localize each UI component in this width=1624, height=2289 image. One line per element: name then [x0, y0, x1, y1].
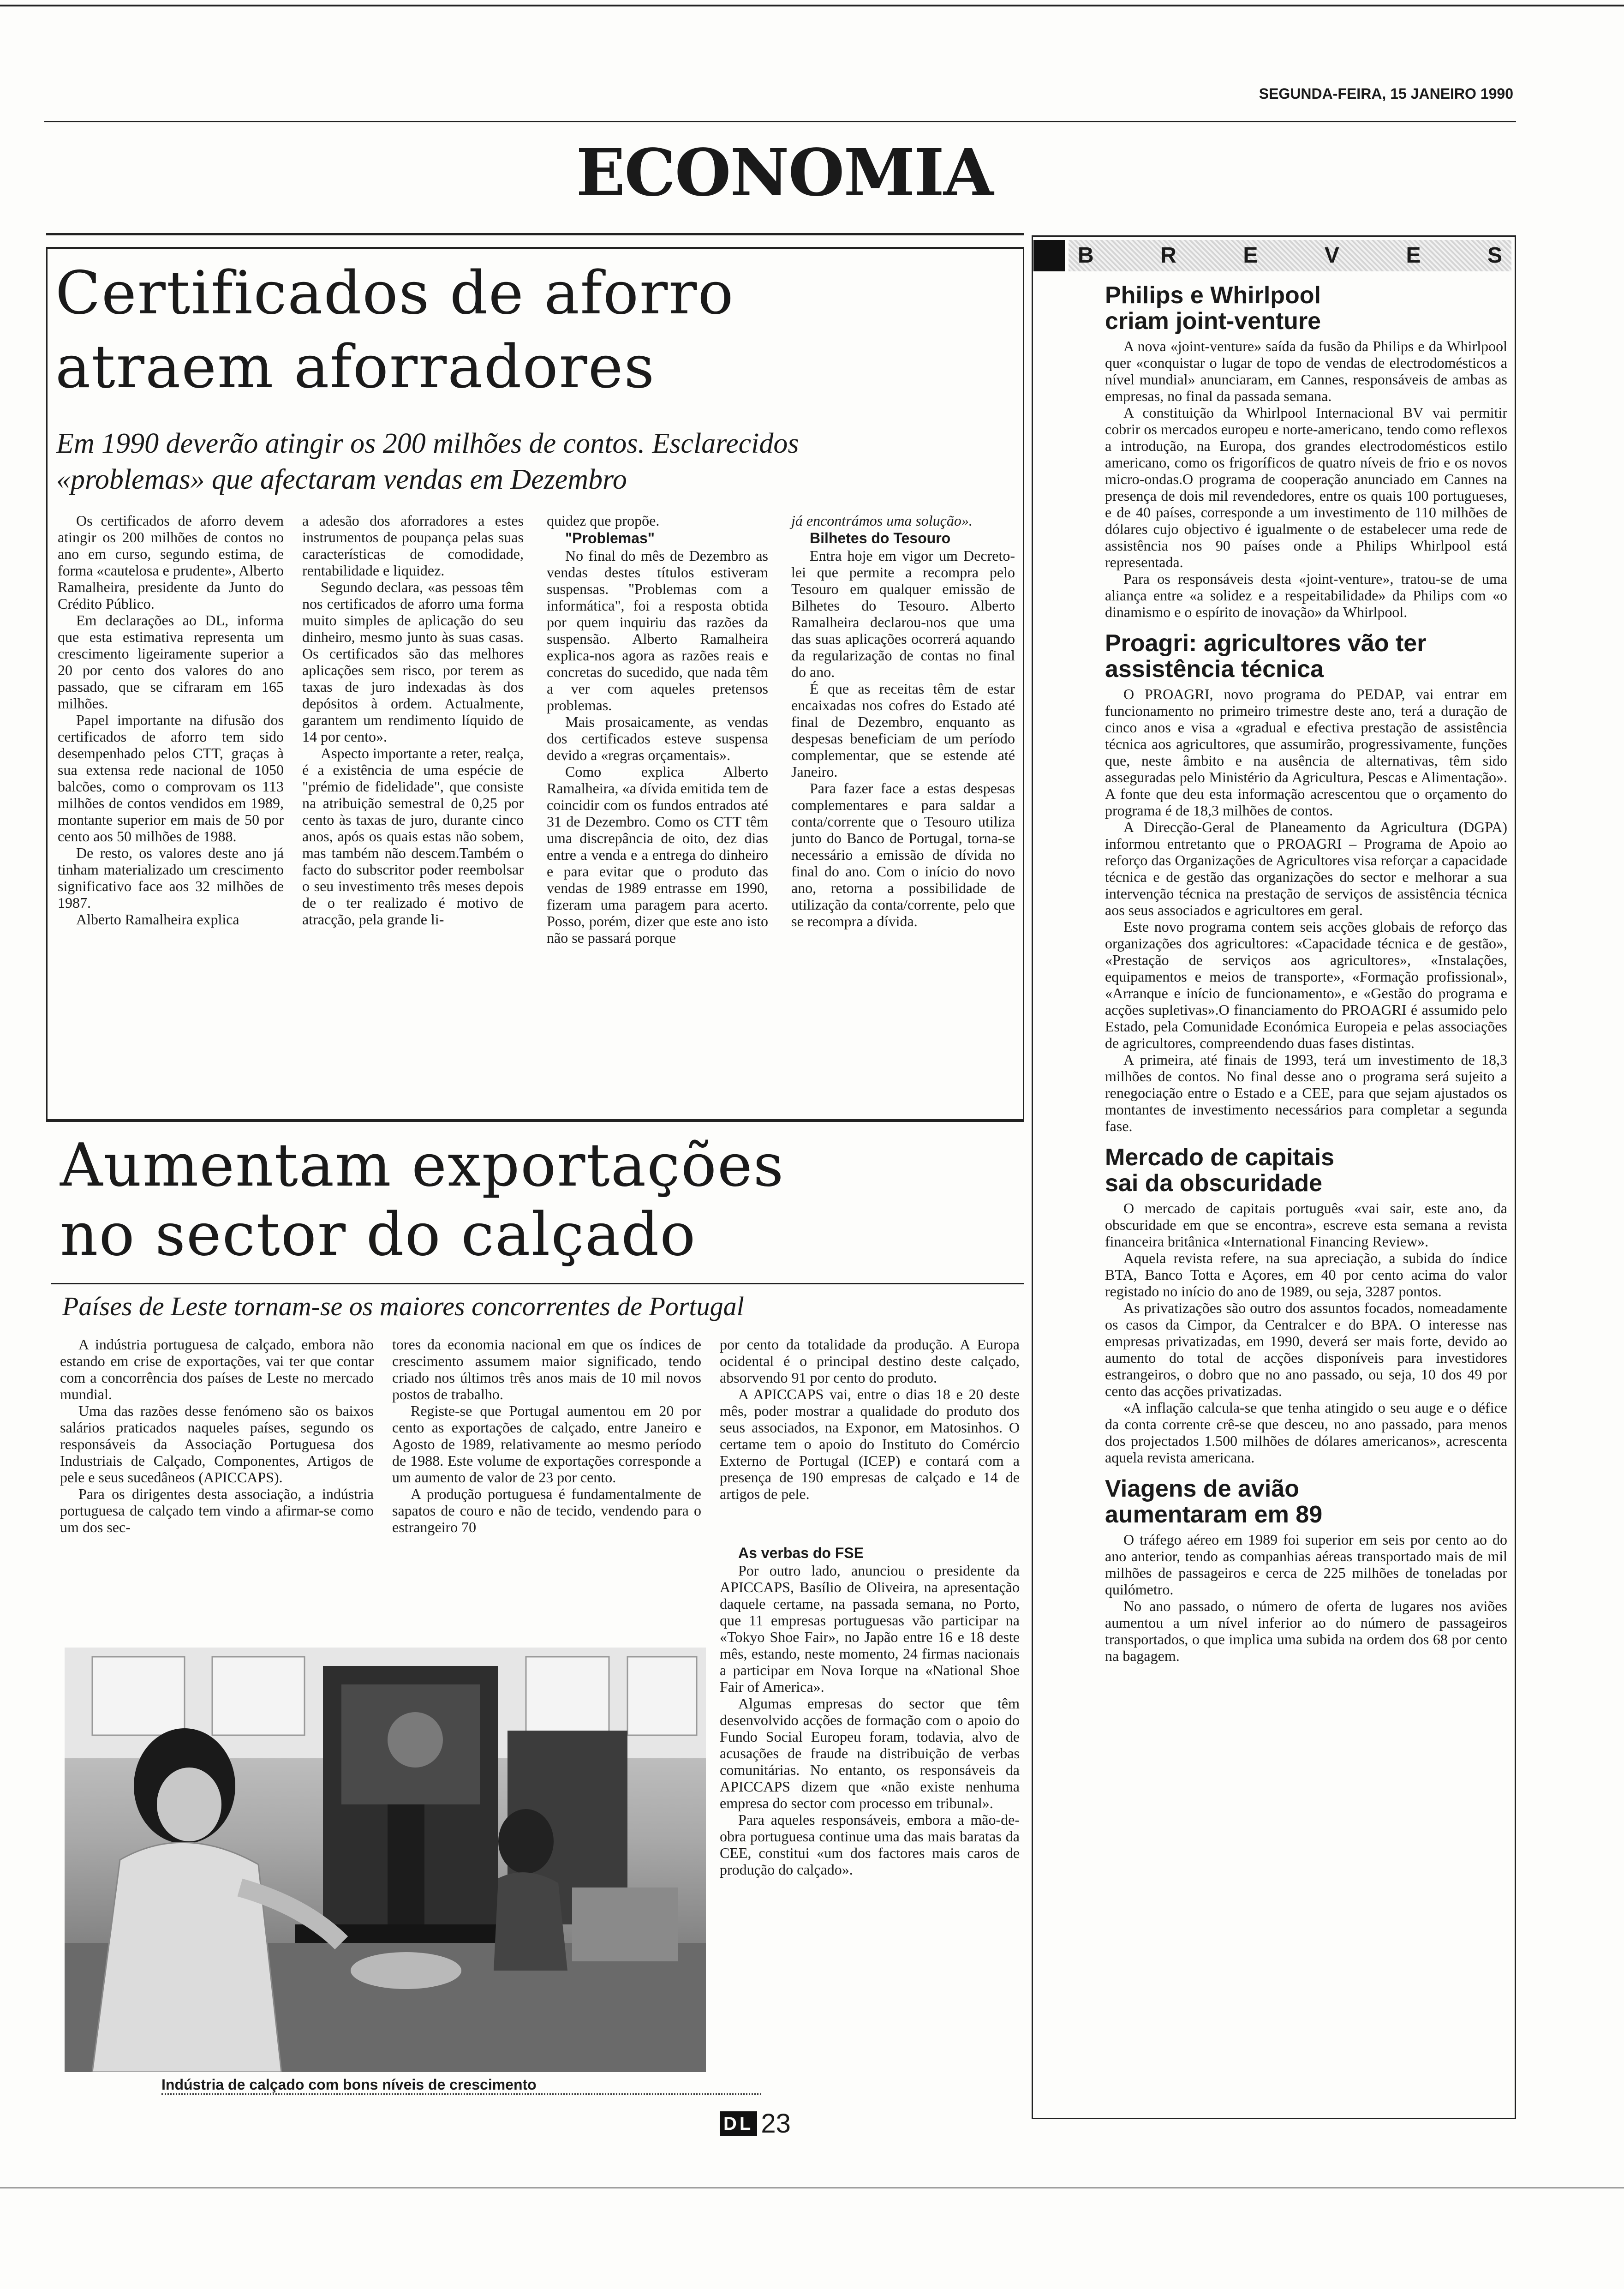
article1-title-line1: Certificados de aforro	[55, 259, 734, 328]
paragraph: A APICCAPS vai, entre o dias 18 e 20 deste mês, poder mostrar a qualidade do produto dos seus associados, na Exponor, em Matosinhos. O certame tem o apoio do Instituto do Comércio Externo de Portugal (ICEP) e contará com a presença de 190 empresas de calçado e 14 de artigos de pele.	[720, 1386, 1020, 1502]
paragraph: por cento da totalidade da produção. A Europa ocidental é o principal destino deste calçado, absorvendo 91 por cento do produto.	[720, 1336, 1020, 1386]
subheading-problemas: "Problemas"	[565, 530, 655, 546]
paragraph: Para fazer face a estas despesas complementares e para saldar a conta/corrente que o Tesouro utiliza junto do Banco de Portugal, torna-se necessário a emissão de dívida no final do ano. Com o início do novo ano, retorna a possibilidade de utilização da conta/corrente, pelo que se recompra a dívida.	[791, 780, 1015, 929]
article1-column-4	[791, 512, 1015, 929]
bottom-rule	[0, 2187, 1624, 2188]
top-rule	[0, 5, 1624, 6]
article1-dek-line2: «problemas» que afectaram vendas em Dezembro	[56, 464, 627, 495]
breve-viagens	[1105, 1476, 1507, 1664]
paragraph: tores da economia nacional em que os índices de crescimento assumem maior significado, tendo criado nos últimos três anos mais de 10 mil novos postos de trabalho.	[392, 1336, 701, 1402]
dl-logo-icon: DL	[720, 2111, 757, 2136]
paragraph: O mercado de capitais português «vai sair, este ano, da obscuridade em que se encontra», escreve esta semana a revista financeira britânica «International Financing Review».	[1105, 1200, 1507, 1250]
breves-marker	[1033, 240, 1065, 271]
paragraph: A indústria portuguesa de calçado, embora não estando em crise de exportações, vai ter que contar com a concorrência dos países de Leste no mercado mundial.	[60, 1336, 374, 1402]
breve-title-line: sai da obscuridade	[1105, 1170, 1323, 1197]
article2-column-1	[60, 1336, 374, 1535]
article1-column-1	[58, 512, 284, 928]
header-rule	[44, 121, 1516, 122]
paragraph: Uma das razões desse fenómeno são os baixos salários praticados naqueles países, segundo os responsáveis da Associação Portuguesa dos Industriais de Calçado, Componentes, Artigos de pele e seus sucedâneos (APICCAPS).	[60, 1402, 374, 1486]
factory-photo	[65, 1648, 706, 2072]
paragraph: É que as receitas têm de estar encaixadas nos cofres do Estado até final de Dezembro, enquanto as despesas beneficiam de um período complementar, que se estende até Janeiro.	[791, 680, 1015, 780]
paragraph: Segundo declara, «as pessoas têm nos certificados de aforro uma forma muito simples de aplicação do seu dinheiro, mesmo junto às suas casas. Os certificados são das melhores aplicações sem risco, por terem as taxas de juro indexadas às dos depósitos à ordem. Actualmente, garantem um rendimento líquido de 14 por cento».	[302, 579, 524, 745]
page-number: 23	[761, 2109, 791, 2139]
article2-dek: Países de Leste tornam-se os maiores concorrentes de Portugal	[62, 1291, 744, 1321]
paragraph: A constituição da Whirlpool Internacional BV vai permitir cobrir os mercados europeu e norte-americano, tendo como reflexos a introdução, na Europa, dos grandes electrodomésticos estilo americano, como os frigoríficos de quatro níveis de frio e os novos micro-ondas.O programa de cooperação anunciado em Cannes na presença de dois mil revendedores, entre os quais 100 portugueses, e de 40 países, corresponde a um investimento de 110 milhões de dólares cujo objectivo é igualmente o de estabelecer uma rede de assistência nos 90 países onde a Philips Whirlpool está representada.	[1105, 404, 1507, 570]
breve-proagri	[1105, 630, 1507, 1134]
article2-title-line1: Aumentam exportações	[60, 1131, 785, 1200]
paragraph: Mais prosaicamente, as vendas dos certificados esteve suspensa devido a «regras orçamentais».	[547, 713, 768, 763]
paragraph: Papel importante na difusão dos certificados de aforro tem sido desempenhado pelos CTT, graças à sua extensa rede nacional de 1050 balcões, como o comprovam os 113 milhões de contos vendidos em 1989, montante superior em mais de 50 por cento aos 50 milhões de 1988.	[58, 712, 284, 845]
article1-column-2	[302, 512, 524, 928]
paragraph: As privatizações são outro dos assuntos focados, nomeadamente os casos da Cimpor, da Centralcer e do BPA. O interesse nas empresas privatizadas, em 1990, deverá ser mais forte, devido ao aumento do total de acções disponíveis para investidores estrangeiros, o dobro que no ano passado, ou seja, 10 dos 49 por cento das acções privatizadas.	[1105, 1300, 1507, 1399]
subheading-fse: As verbas do FSE	[738, 1545, 864, 1561]
paragraph: No ano passado, o número de oferta de lugares nos aviões aumentou a um nível inferior ao do número de passageiros transportados, o que implica uma subida na ordem dos 68 por cento na bagagem.	[1105, 1598, 1507, 1664]
paragraph: Registe-se que Portugal aumentou em 20 por cento as exportações de calçado, entre Janeiro e Agosto de 1989, relativamente ao mesmo período de 1988. Este volume de exportações corresponde a um aumento de valor de 23 por cento.	[392, 1402, 701, 1486]
paragraph: Para os responsáveis desta «joint-venture», tratou-se de uma aliança entre «a solidez e a respeitabilidade» da Philips com «o dinamismo e o espírito de inovação» da Whirlpool.	[1105, 570, 1507, 620]
paragraph: De resto, os valores deste ano já tinham materializado um crescimento significativo face aos 32 milhões de 1987.	[58, 845, 284, 911]
paragraph: A nova «joint-venture» saída da fusão da Philips e da Whirlpool quer «conquistar o lugar de topo de vendas de electrodomésticos a nível mundial» anunciaram, em Cannes, responsáveis de ambas as empresas, no final da passada semana.	[1105, 338, 1507, 404]
article2-title-line2: no sector do calçado	[60, 1200, 697, 1269]
paragraph: A primeira, até finais de 1993, terá um investimento de 18,3 milhões de contos. No final desse ano o programa será sujeito a renegociação entre o Estado e a CEE, para que sejam ajustados os montantes de investimento necessários para completar a segunda fase.	[1105, 1051, 1507, 1134]
breve-title-line: assistência técnica	[1105, 656, 1324, 683]
breve-title-line: Philips e Whirlpool	[1105, 282, 1321, 309]
breve-title-line: Mercado de capitais	[1105, 1144, 1335, 1171]
breve-title-line: aumentaram em 89	[1105, 1501, 1323, 1528]
article2-top-rule	[46, 1119, 1024, 1122]
breve-title	[1105, 1144, 1507, 1196]
article2-dek-rule	[51, 1283, 1024, 1284]
section-title: ECONOMIA	[576, 135, 993, 211]
paragraph: Por outro lado, anunciou o presidente da APICCAPS, Basílio de Oliveira, na apresentação daquele certame, na passada semana, no Porto, que 11 empresas portuguesas vão participar na «Tokyo Shoe Fair», no Japão entre 16 e 18 deste mês, estando, neste momento, 24 firmas nacionais a participar em Nova Iorque na «National Shoe Fair of America».	[720, 1562, 1020, 1695]
paragraph: Para os dirigentes desta associação, a indústria portuguesa de calçado tem vindo a afirmar-se como um dos sec-	[60, 1486, 374, 1535]
breve-philips	[1105, 282, 1507, 620]
subheading-bilhetes: Bilhetes do Tesouro	[810, 530, 951, 546]
breve-mercado	[1105, 1144, 1507, 1466]
paragraph: Aquela revista refere, na sua apreciação, a subida do índice BTA, Banco Totta e Açores, em 40 por cento acima do valor registado no início do ano de 1989, ou seja, 3287 pontos.	[1105, 1250, 1507, 1300]
section-rule	[46, 233, 1024, 235]
paragraph: Este novo programa contem seis acções globais de reforço das organizações dos agricultores: «Capacidade técnica e de gestão», «Prestação de serviços aos agricultores», «Instalações, equipamentos e meios de transporte», «Formação profissional», «Arranque e início de funcionamento», e «Gestão do programa e acções supletivas».O financiamento do PROAGRI é assumido pelo Estado, pela Comunidade Económica Europeia e pelas associações de agricultores, compreendendo duas fases distintas.	[1105, 918, 1507, 1051]
breve-title	[1105, 282, 1507, 334]
paragraph: quidez que propõe.	[547, 512, 660, 529]
article2-column-2	[392, 1336, 701, 1535]
paragraph: Aspecto importante a reter, realça, é a existência de uma espécie de "prémio de fidelidade", que consiste na atribuição semestral de 0,25 por cento às taxas de juro, durante cinco anos, após os quais estas não sobem, mas também não descem.Também o facto do subscritor poder reembolsar o seu investimento três meses depois de o ter realizado é motivo de atracção, pela grande li-	[302, 745, 524, 928]
breve-title-line: Viagens de avião	[1105, 1475, 1300, 1502]
paragraph: Como explica Alberto Ramalheira, «a dívida emitida tem de coincidir com os fundos entrados até 31 de Dezembro. Como os CTT têm uma discrepância de oito, dez dias entre a venda e a entrega do dinheiro e para evitar que o produto das vendas de 1989 entrasse em 1990, fizeram uma paragem para acerto. Posso, porém, dizer que este ano isto não se passará porque	[547, 763, 768, 946]
paragraph: já encontrámos uma solução».	[791, 512, 973, 529]
paragraph: Os certificados de aforro devem atingir os 200 milhões de contos no ano em curso, segundo estima, de forma «cautelosa e prudente», Alberto Ramalheira, presidente da Junto do Crédito Público.	[58, 512, 284, 612]
paragraph: A Direcção-Geral de Planeamento da Agricultura (DGPA) informou entretanto que o PROAGRI – Programa de Apoio ao reforço das Organizações de Agricultores visa reforçar a capacidade técnica e de gestão das organizações do sector e melhorar a sua intervenção técnica na prestação de serviços de assistência técnica aos seus associados e agricultores em geral.	[1105, 819, 1507, 918]
paragraph: «A inflação calcula-se que tenha atingido o seu auge e o défice da conta corrente crê-se que desceu, no ano passado, para menos dos projectados 1.500 milhões de dólares americanos», acrescenta aquela revista americana.	[1105, 1399, 1507, 1466]
paragraph: O tráfego aéreo em 1989 foi superior em seis por cento ao do ano anterior, tendo as companhias aéreas transportado mais de mil milhões de passageiros e cerca de 225 milhões de toneladas por quilómetro.	[1105, 1531, 1507, 1598]
breve-title	[1105, 1476, 1507, 1528]
paragraph: Para aqueles responsáveis, embora a mão-de-obra portuguesa continue uma das mais baratas da CEE, constitui «um dos factores mais caros de produção do calçado».	[720, 1811, 1020, 1878]
paragraph: a adesão dos aforradores a estes instrumentos de poupança pelas suas características de comodidade, rentabilidade e liquidez.	[302, 512, 524, 579]
factory-photo-illustration	[65, 1648, 706, 2072]
paragraph: A produção portuguesa é fundamentalmente de sapatos de couro e não de tecido, vendendo para o estrangeiro 70	[392, 1486, 701, 1535]
paragraph: Em declarações ao DL, informa que esta estimativa representa um crescimento ligeiramente superior a 20 por cento dos valores do ano passado, que se cifraram em 165 milhões.	[58, 612, 284, 712]
paragraph: O PROAGRI, novo programa do PEDAP, vai entrar em funcionamento no primeiro trimestre deste ano, terá a duração de cinco anos e visa a «gradual e efectiva prestação de assistência técnica aos agricultores, que assumirão, progressivamente, funções que, neste âmbito e na ausência de alternativas, têm sido asseguradas pelo Ministério da Agricultura, Pescas e Alimentação». A fonte que deu esta informação acrescentou que o orçamento do programa é de 18,3 milhões de contos.	[1105, 686, 1507, 819]
breves-column	[1105, 277, 1507, 1664]
paragraph: Algumas empresas do sector que têm desenvolvido acções de formação com o apoio do Fundo Social Europeu foram, todavia, alvo de acusações de fraude na distribuição de verbas comunitárias. No entanto, os responsáveis da APICCAPS dizem que «não existe nenhuma empresa do sector com processo em tribunal».	[720, 1695, 1020, 1811]
breve-title-line: Proagri: agricultores vão ter	[1105, 630, 1427, 657]
breve-title-line: criam joint-venture	[1105, 308, 1321, 335]
breves-label: B R E V E S	[1069, 240, 1511, 271]
article1-column-3	[547, 512, 768, 946]
article2-column-3	[720, 1336, 1020, 1878]
article1-dek-line1: Em 1990 deverão atingir os 200 milhões de contos. Esclarecidos	[56, 428, 799, 459]
paragraph: Entra hoje em vigor um Decreto-lei que permite a recompra pelo Tesouro em qualquer emissão de Bilhetes do Tesouro. Alberto Ramalheira declarou-nos que uma das suas aplicações ocorrerá aquando da regularização de contas no final do ano.	[791, 547, 1015, 680]
paragraph: No final do mês de Dezembro as vendas destes títulos estiveram suspensas. "Problemas com a informática", foi a resposta obtida por quem inquiriu das razões da suspensão. Alberto Ramalheira explica-nos agora as razões reais e concretas do sucedido, que nada têm a ver com aqueles pretensos problemas.	[547, 547, 768, 713]
footer-logo	[720, 2110, 791, 2138]
breve-title	[1105, 630, 1507, 682]
photo-caption: Indústria de calçado com bons níveis de crescimento	[161, 2076, 761, 2095]
paragraph: Alberto Ramalheira explica	[76, 911, 239, 928]
article1-title-line2: atraem aforradores	[55, 333, 656, 401]
header-date: SEGUNDA-FEIRA, 15 JANEIRO 1990	[1259, 85, 1513, 102]
